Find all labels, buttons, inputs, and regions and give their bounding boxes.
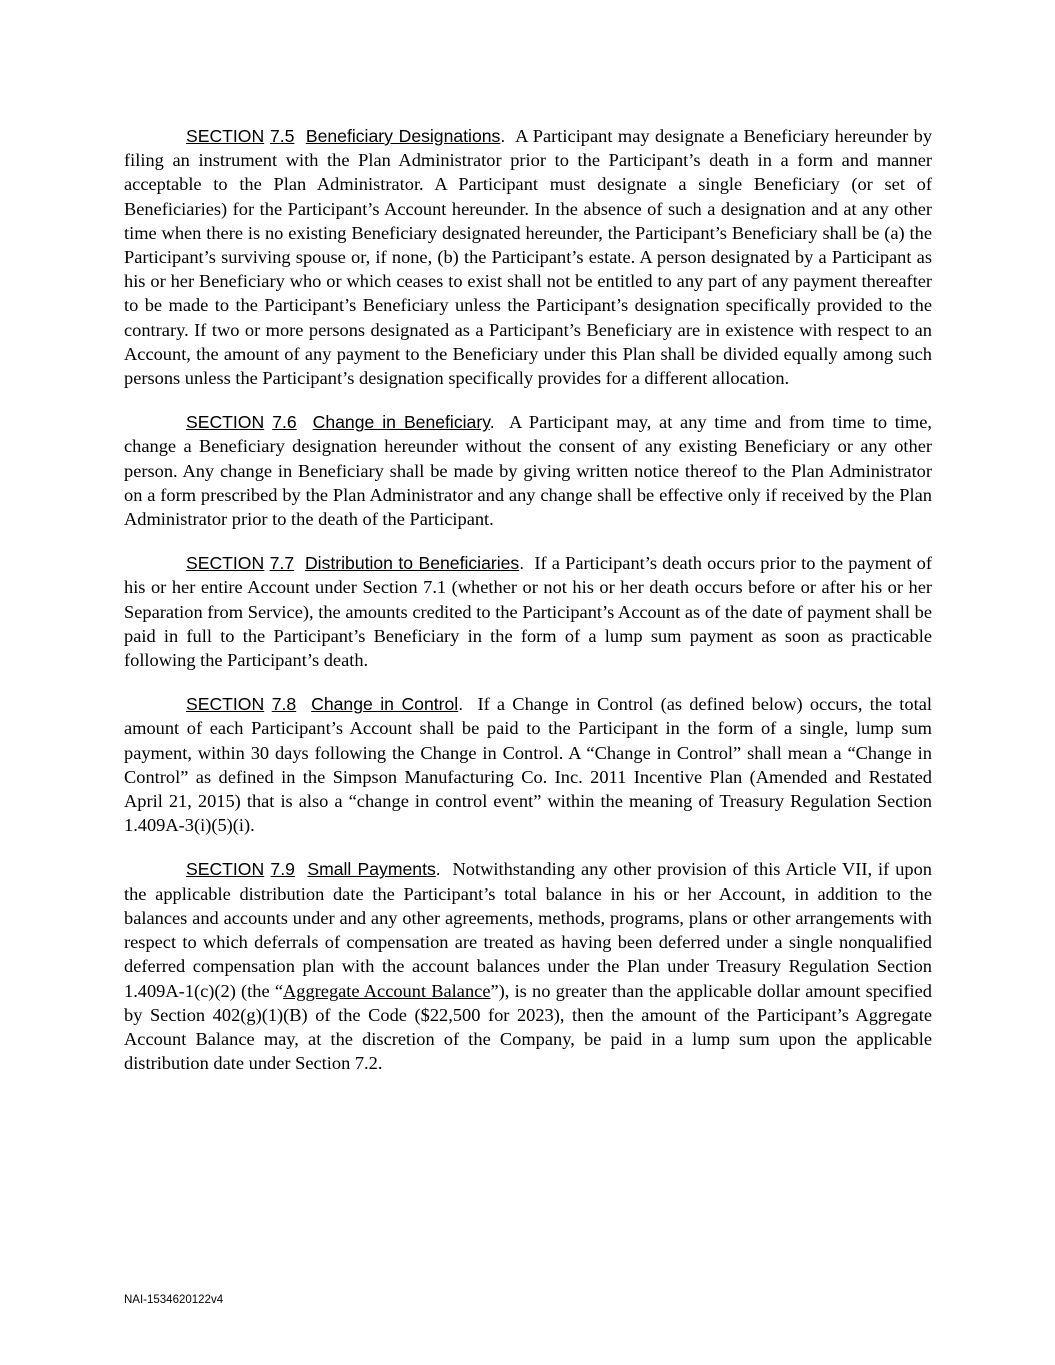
- section-heading: SECTION 7.8 Change in Control.: [186, 694, 464, 715]
- section-body: If a Participant’s death occurs prior to the payment of his or her entire Account under Section 7.1 (whether or not his or her death occurs before or after his or her Separation from Service), the amounts credited to the Participant’s Account as of the date of payment shall be paid in full to the Participant’s Beneficiary in the form of a lump sum payment as soon as practicable following the Participant’s death.: [124, 553, 932, 671]
- section-word: SECTION: [186, 412, 265, 433]
- document-id-footer: NAI-1534620122v4: [124, 1294, 224, 1306]
- section-body: A Participant may designate a Beneficiary hereunder by filing an instrument with the Plan Administrator prior to the Participant’s death in a form and manner acceptable to the Plan Administrator. A Participant must designate a single Beneficiary (or set of Beneficiaries) for the Participant’s Account hereunder. In the absence of such a designation and at any other time when there is no existing Beneficiary designated hereunder, the Participant’s Beneficiary shall be (a) the Participant’s surviving spouse or, if none, (b) the Participant’s estate. A person designated by a Participant as his or her Beneficiary who or which ceases to exist shall not be entitled to any part of any payment thereafter to be made to the Participant’s Beneficiary unless the Participant’s designation specifically provided to the contrary. If two or more persons designated as a Participant’s Beneficiary are in existence with respect to an Account, the amount of any payment to the Beneficiary under this Plan shall be divided equally among such persons unless the Participant’s designation specifically provides for a different allocation.: [124, 126, 933, 389]
- section-word: SECTION: [186, 553, 265, 574]
- section-title: Change in Beneficiary: [312, 412, 490, 433]
- section-word: SECTION: [186, 126, 265, 146]
- section-body-start: Notwithstanding any other provision of this Article VII, if upon the applicable distribution date the Participant’s total balance in his or her Account, in addition to the balances and accounts under and any other agreements, methods, programs, plans or other arrangements with respect to which deferrals of compensation are treated as having been deferred under a single nonqualified deferred compensation plan with the account balances under the Plan under Treasury Regulation Section 1.409A-1(c)(2) (the “: [124, 859, 933, 1001]
- section-heading: SECTION 7.5 Beneficiary Designations.: [186, 126, 506, 146]
- section-number: 7.7: [269, 553, 295, 574]
- section-heading: SECTION 7.9 Small Payments.: [186, 859, 441, 880]
- section-body-end: ”), is no greater than the applicable dollar amount specified by Section 402(g)(1)(B) of the Code ($22,500 for 2023), then the amount of the Participant’s Aggregate Account Balance may, at the discretion of the Company, be paid in a lump sum upon the applicable distribution date under Section 7.2.: [124, 980, 932, 1074]
- section-7-6: [124, 410, 932, 531]
- section-7-5: [124, 124, 932, 390]
- section-heading: SECTION 7.7 Distribution to Beneficiaries.: [186, 553, 525, 574]
- section-title: Beneficiary Designations: [305, 126, 501, 146]
- section-number: 7.8: [271, 694, 297, 715]
- section-number: 7.6: [272, 412, 297, 433]
- section-title: Small Payments: [307, 859, 436, 880]
- section-number: 7.5: [269, 126, 295, 146]
- section-number: 7.9: [270, 859, 295, 880]
- section-7-8: [124, 692, 932, 837]
- defined-term: Aggregate Account Balance: [282, 980, 491, 1001]
- section-7-9: [124, 857, 932, 1075]
- section-title: Change in Control: [311, 694, 459, 715]
- document-page: [124, 124, 932, 1095]
- section-body: If a Change in Control (as defined below) occurs, the total amount of each Participant’s Account shall be paid to the Participant in the form of a single, lump sum payment, within 30 days following the Change in Control. A “Change in Control” shall mean a “Change in Control” as defined in the Simpson Manufacturing Co. Inc. 2011 Incentive Plan (Amended and Restated April 21, 2015) that is also a “change in control event” within the meaning of Treasury Regulation Section 1.409A-3(i)(5)(i).: [124, 694, 932, 836]
- section-body: A Participant may, at any time and from time to time, change a Beneficiary designation hereunder without the consent of any existing Beneficiary or any other person. Any change in Beneficiary shall be made by giving written notice thereof to the Plan Administrator on a form prescribed by the Plan Administrator and any change shall be effective only if received by the Plan Administrator prior to the death of the Participant.: [124, 412, 933, 530]
- section-title: Distribution to Beneficiaries: [304, 553, 520, 574]
- section-7-7: [124, 551, 932, 672]
- section-word: SECTION: [186, 694, 265, 715]
- section-word: SECTION: [186, 859, 265, 880]
- section-heading: SECTION 7.6 Change in Beneficiary.: [186, 412, 495, 433]
